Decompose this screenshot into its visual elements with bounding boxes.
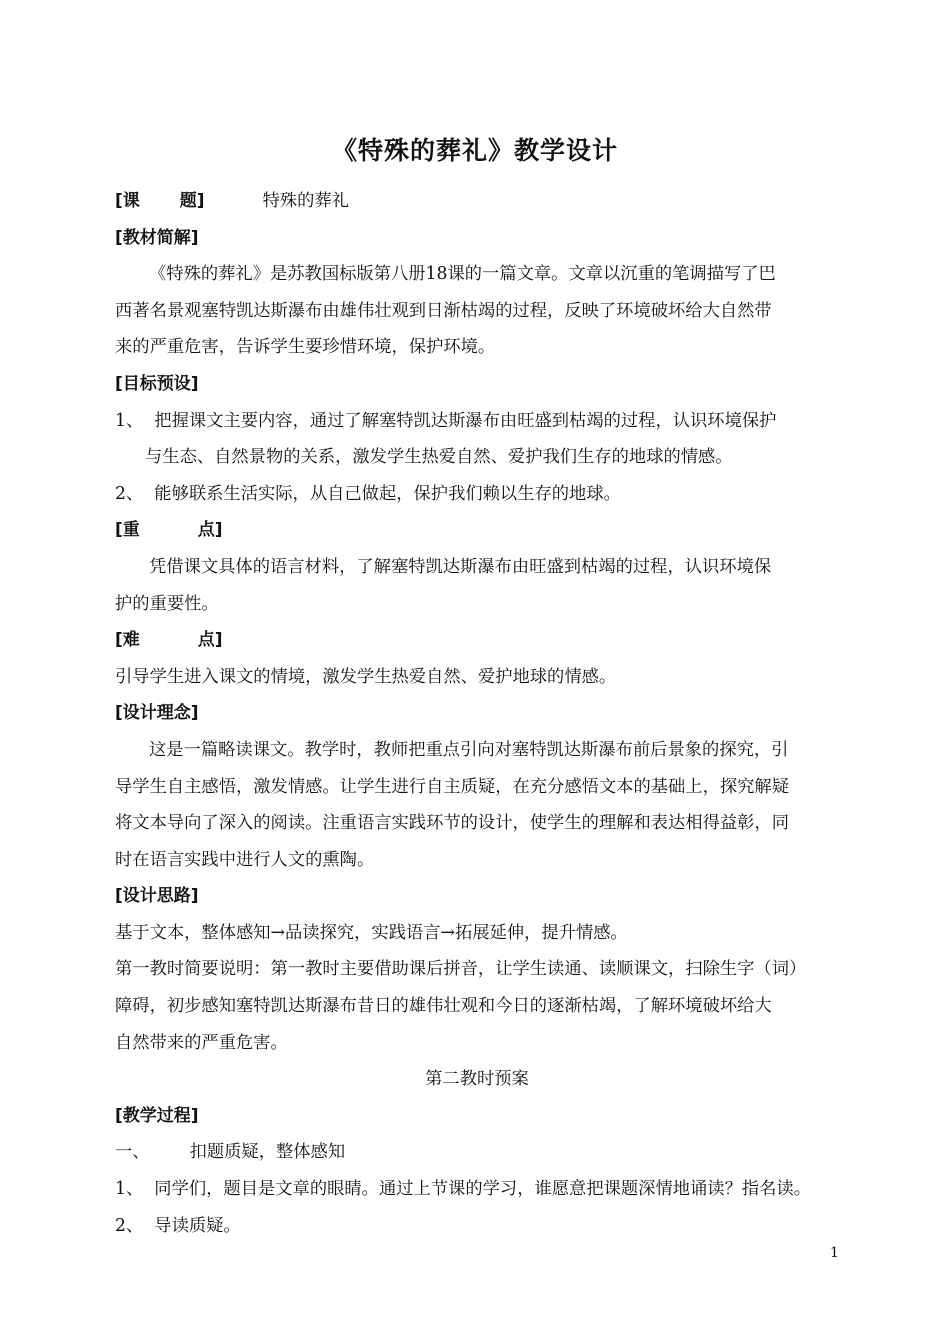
process-part xyxy=(115,1134,839,1171)
document-body xyxy=(115,183,839,1244)
intro-line: 《特殊的葬礼》是苏教国标版第八册18课的一篇文章。文章以沉重的笔调描写了巴 xyxy=(149,264,776,285)
intro-line: 来的严重危害，告诉学生要珍惜环境，保护环境。 xyxy=(115,337,496,358)
concept-heading: [设计理念] xyxy=(115,703,199,724)
goals-heading: [目标预设] xyxy=(115,373,199,394)
topic-label-b: 题] xyxy=(179,191,205,211)
goal-text-cont: 与生态、自然景物的关系，激发学生热爱自然、爱护我们生存的地球的情感。 xyxy=(145,447,733,468)
goal-text: 把握课文主要内容，通过了解塞特凯达斯瀑布由旺盛到枯竭的过程，认识环境保护 xyxy=(154,410,777,431)
process-heading: [教学过程] xyxy=(115,1105,199,1126)
page-number: 1 xyxy=(830,1245,839,1261)
concept-line: 时在语言实践中进行人文的熏陶。 xyxy=(115,849,375,870)
key-line: 护的重要性。 xyxy=(115,593,219,614)
key-heading: [重 点] xyxy=(115,520,223,541)
concept-line: 这是一篇略读课文。教学时，教师把重点引向对塞特凯达斯瀑布前后景象的探究，引 xyxy=(149,739,789,760)
concept-line: 将文本导向了深入的阅读。注重语言实践环节的设计，使学生的理解和表达相得益彰，同 xyxy=(115,813,789,834)
approach-line: 自然带来的严重危害。 xyxy=(115,1032,288,1053)
intro-line: 西著名景观塞特凯达斯瀑布由雄伟壮观到日渐枯竭的过程，反映了环境破坏给大自然带 xyxy=(115,300,772,321)
step-text: 导读质疑。 xyxy=(154,1215,241,1236)
goal-number: 1、 xyxy=(115,410,144,431)
approach-heading: [设计思路] xyxy=(115,886,199,907)
difficulty-heading: [难 点] xyxy=(115,630,223,651)
part-number: 一、 xyxy=(115,1142,150,1163)
topic-label-a: [课 xyxy=(115,191,140,211)
goal-text: 能够联系生活实际，从自己做起，保护我们赖以生存的地球。 xyxy=(154,483,621,504)
key-line: 凭借课文具体的语言材料，了解塞特凯达斯瀑布由旺盛到枯竭的过程，认识环境保 xyxy=(149,556,772,577)
step-text: 同学们，题目是文章的眼睛。通过上节课的学习，谁愿意把课题深情地诵读？指名读。 xyxy=(154,1179,811,1200)
concept-line: 导学生自主感悟，激发情感。让学生进行自主质疑，在充分感悟文本的基础上，探究解疑 xyxy=(115,776,789,797)
goal-item xyxy=(115,403,839,440)
approach-line: 障碍，初步感知塞特凯达斯瀑布昔日的雄伟壮观和今日的逐渐枯竭，了解环境破坏给大 xyxy=(115,996,772,1017)
topic-value: 特殊的葬礼 xyxy=(262,191,349,211)
difficulty-line: 引导学生进入课文的情境，激发学生热爱自然、爱护地球的情感。 xyxy=(115,666,617,687)
document-title: 《特殊的葬礼》教学设计 xyxy=(331,136,618,165)
approach-line: 基于文本，整体感知→品读探究，实践语言→拓展延伸，提升情感。 xyxy=(115,922,628,943)
lesson2-title: 第二教时预案 xyxy=(425,1069,529,1090)
goal-item xyxy=(115,476,839,513)
intro-heading: [教材简解] xyxy=(115,227,199,248)
approach-line: 第一教时简要说明：第一教时主要借助课后拼音，让学生读通、读顺课文，扫除生字（词） xyxy=(115,959,807,980)
topic-row xyxy=(115,183,839,220)
process-step xyxy=(115,1208,839,1245)
part-title: 扣题质疑，整体感知 xyxy=(189,1142,346,1163)
process-step xyxy=(115,1171,839,1208)
step-number: 1、 xyxy=(115,1179,144,1200)
goal-number: 2、 xyxy=(115,483,144,504)
step-number: 2、 xyxy=(115,1215,144,1236)
